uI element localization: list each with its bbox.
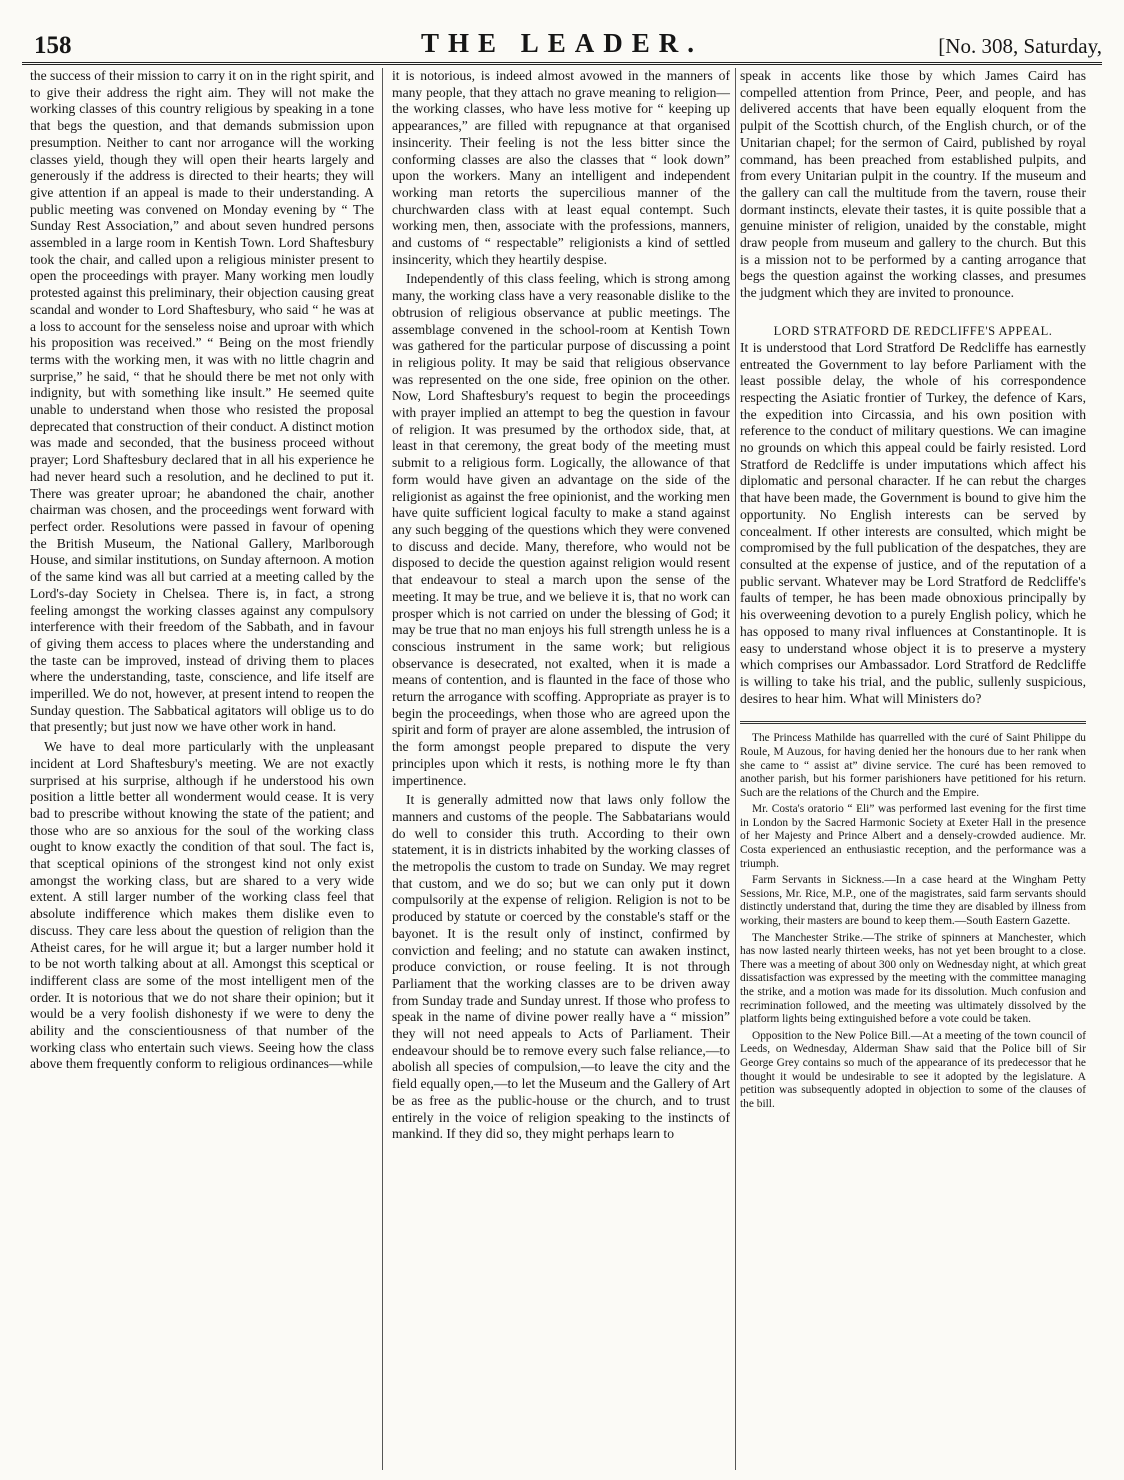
news-note: The Manchester Strike.—The strike of spinners at Manchester, which has now lasted nearly thirteen weeks, has not yet been brought to a close. There was a meeting of about 300 only on Wednesday night, at which great dissatisfaction was expressed by the meeting with the committee managing the strike, and a motion was made for its dissolution. Much confusion and recrimination followed, and the meeting was ultimately dissolved by the platform lights being extinguished before a vote could be taken. <box>740 931 1086 1026</box>
article-paragraph: It is generally admitted now that laws only follow the manners and customs of the people. The Sabbatarians would do well to consider this truth. According to their own statement, it is in districts inhabited by the working classes of the metropolis the custom to trade on Sunday. We may regret that custom, and we do so; but we can only put it down compulsorily at the expense of religion. Religion is not to be produced by statute or coerced by the constable's staff or the bayonet. It is the result only of instinct, confirmed by conviction and feeling; and no statute can awaken instinct, produce conviction, or rouse feeling. It is not through Parliament that the working classes are to be driven away from Sunday trade and Sunday unrest. If those who profess to speak in the name of divine power really have a “ mission” they will not need appeals to Acts of Parliament. Their endeavour should be to remove every such false reliance,—to abolish all species of compulsion,—to leave the city and the field equally open,—to let the Museum and the Gallery of Art be as free as the public-house or the church, and to trust entirely in the voice of religion speaking to the instincts of mankind. If they did so, they might perhaps learn to <box>392 792 730 1142</box>
news-note: Opposition to the New Police Bill.—At a meeting of the town council of Leeds, on Wednesday, Alderman Shaw said that the Police bill of Sir George Grey contains so much of the appearance of its predecessor that he thought it would be undesirable to see it adopted by the legislature. A petition was subsequently adopted in objection to some of the clauses of the bill. <box>740 1029 1086 1110</box>
column-rule <box>382 68 383 1470</box>
article-paragraph: the success of their mission to carry it on in the right spirit, and to give their address the right aim. They will not make the working classes of this country religious by speaking in a tone that begs the question, and that demands submission upon presumption. Neither to cant nor arrogance will the working classes yield, though they will open their hearts largely and generously if the address is directed to their hearts; they will give attention if an appeal is made to their understanding. A public meeting was convened on Monday evening by “ The Sunday Rest Association,” and about seven hundred persons assembled in a large room in Kentish Town. Lord Shaftesbury took the chair, and called upon a religious minister present to open the proceedings with prayer. Many working men loudly protested against this preliminary, their objection causing great scandal and wonder to Lord Shaftesbury, who said “ he was at a loss to account for the senseless noise and uproar with which his proposition was received.” “ Being on the most friendly terms with the working men, it was with no little chagrin and surprise,” he said, “ that he should there be met not only with indignity, but with something like insult.” He seemed quite unable to understand when those who resisted the proposal deprecated that construction of their conduct. A distinct motion was made and seconded, that the business proceed without prayer; Lord Shaftesbury declared that in all his experience he had never heard such a resolution, and he declined to put it. There was greater uproar; he abandoned the chair, another chairman was chosen, and the proceedings went forward with perfect order. Resolutions were passed in favour of opening the British Museum, the National Gallery, Marlborough House, and similar institutions, on Sunday afternoon. A motion of the same kind was all but carried at a meeting called by the Lord's-day Society in Chelsea. There is, in fact, a strong feeling amongst the working classes against any compulsory interference with their freedom of the Sabbath, and in favour of giving them access to places where the understanding and the taste can be improved, instead of driving them to places where the understanding, taste, conscience, and life itself are imperilled. We do not, however, at present intend to reopen the Sunday question. The Sabbatical agitators will oblige us to do that presently; but just now we have other work in hand. <box>30 68 374 735</box>
column-rule <box>735 68 736 1470</box>
article-paragraph: it is notorious, is indeed almost avowed in the manners of many people, that they attach no grave meaning to religion—the working classes, who have less motive for “ keeping up appearances,” are filled with repugnance at that organised insincerity. Their feeling is not the less bitter since the conforming classes are also the classes that “ look down” upon the workers. Many an intelligent and independent working man retorts the supercilious manner of the churchwarden class with at least equal contempt. Such working men, then, associate with the professions, manners, and customs of “ respectable” religionists a kind of settled insincerity, which they heartily despise. <box>392 68 730 267</box>
news-notes <box>740 732 1086 1111</box>
column-3 <box>740 68 1086 1111</box>
column-1 <box>30 68 374 1073</box>
article-heading: LORD STRATFORD DE REDCLIFFE'S APPEAL. <box>773 323 1053 338</box>
news-note: The Princess Mathilde has quarrelled with the curé of Saint Philippe du Roule, M Auzous, for having denied her the honours due to her rank when she came to “ assist at” divine service. The curé has been removed to another parish, but his former parishioners have petitioned for his return. Such are the relations of the Church and the Empire. <box>740 732 1086 799</box>
section-divider <box>740 721 1086 724</box>
article-paragraph: Independently of this class feeling, which is strong among many, the working class have a very reasonable dislike to the obtrusion of religious observance at public meetings. The assemblage convened in the school-room at Kentish Town was gathered for the particular purpose of discussing a point in religious polity. It may be said that religious observance was represented on the one side, free opinion on the other. Now, Lord Shaftesbury's request to begin the proceedings with prayer implied an attempt to beg the question in favour of religion. It was presumed by the orthodox side, that, at least in that ceremony, the great body of the meeting must submit to a religious form. Logically, the allowance of that form would have given an advantage on the side of the religionist as against the free opinionist, and the working men have quite sufficient logical faculty to make a stand against any such begging of the questions which they were convened to discuss and decide. Many, therefore, who would not be disposed to decide the question against religion would resent that endeavour to steal a march upon the sense of the meeting. It may be true, and we believe it is, that no work can prosper which is not carried on under the blessing of God; it may be true that no man enjoys his full strength unless he is a conscious instrument in the same work; but religious observance is desecrated, not exalted, when it is made a means of contention, and is flaunted in the face of those who return the arrogance with scoffing. Appropriate as prayer is to begin the proceedings, when those who are agreed upon the spirit and form of prayer are alone assembled, the intrusion of the form amongst people prepared to dispute the very principles upon which it rests, is nothing more le fty than impertinence. <box>392 271 730 788</box>
article-paragraph: We have to deal more particularly with the unpleasant incident at Lord Shaftesbury's meeting. We are not exactly surprised at his surprise, although if he understood his own position a little better all wonderment would cease. It is very bad to prescribe without knowing the state of the patient; and those who are so anxious for the soul of the working class ought to know exactly the condition of that soul. The fact is, that sceptical opinions of the strongest kind not only exist amongst the working class, but are shared to a very wide extent. A still larger number of the working class feel that absolute indifference which makes them dislike even to discuss. They care less about the question of religion than the Atheist cares, for he will argue it; but a larger number hold it to be not worth talking about at all. Amongst this sceptical or indifferent class are some of the most intelligent men of the order. It is notorious that we do not share their opinion; but it would be a very foolish dishonesty if we were to deny the ability and the conscientiousness of that number of the working class who entertain such views. Seeing how the class above them frequently conform to religious ordinances—while <box>30 739 374 1072</box>
column-2 <box>392 68 730 1143</box>
article-paragraph: It is understood that Lord Stratford De Redcliffe has earnestly entreated the Government to lay before Parliament with the least possible delay, the whole of his correspondence respecting the Asiatic frontier of Turkey, the defence of Kars, the expedition into Circassia, and his own position with reference to the conduct of military questions. We can imagine no grounds on which this appeal could be fairly resisted. Lord Stratford de Redcliffe is under imputations which affect his diplomatic and personal character. If he can rebut the charges that have been made, the Government is bound to give him the opportunity. No English interests can be served by concealment. If other interests are consulted, which might be compromised by the full publication of the despatches, they are consulted at the expense of justice, and of the reputation of a public servant. Whatever may be Lord Stratford de Redcliffe's faults of temper, he has been made obnoxious principally by his overweening devotion to a purely English policy, which he has opposed to many rival influences at Constantinople. It is easy to understand whose object it is to preserve a mystery which comprises our Ambassador. Lord Stratford de Redcliffe is willing to take his trial, and the public, sullenly suspicious, desires to hear him. What will Ministers do? <box>740 339 1086 706</box>
article-paragraph: speak in accents like those by which James Caird has compelled attention from Prince, Peer, and people, and has delivered accents that have been equally eloquent from the pulpit of the Scottish church, of the English church, or of the Unitarian chapel; for the sermon of Caird, published by royal command, has been preached from established pulpits, and from every Unitarian pulpit in the country. If the museum and the gallery can call the multitude from the tavern, rouse their dormant instincts, elevate their tastes, it is quite possible that a genuine minister of religion, unaided by the constable, might draw people from museum and gallery to the church. But this is a mission not to be performed by a canting arrogance that begs the question against the working classes, and presumes the judgment which they are invited to pronounce. <box>740 68 1086 301</box>
news-note: Farm Servants in Sickness.—In a case heard at the Wingham Petty Sessions, Mr. Rice, M.P., one of the magistrates, said farm servants should distinctly understand that, during the time they are disabled by illness from working, their masters are bound to keep them.—South Eastern Gazette. <box>740 874 1086 928</box>
page-number: 158 <box>34 32 72 59</box>
issue-info: [No. 308, Saturday, <box>938 34 1102 58</box>
news-note: Mr. Costa's oratorio “ Eli” was performed last evening for the first time in London by the Sacred Harmonic Society at Exeter Hall in the presence of her Majesty and Prince Albert and a densely-crowded audience. Mr. Costa experienced an enthusiastic reception, and the performance was a triumph. <box>740 803 1086 870</box>
newspaper-title: THE LEADER. <box>420 28 704 58</box>
masthead <box>22 10 1102 65</box>
